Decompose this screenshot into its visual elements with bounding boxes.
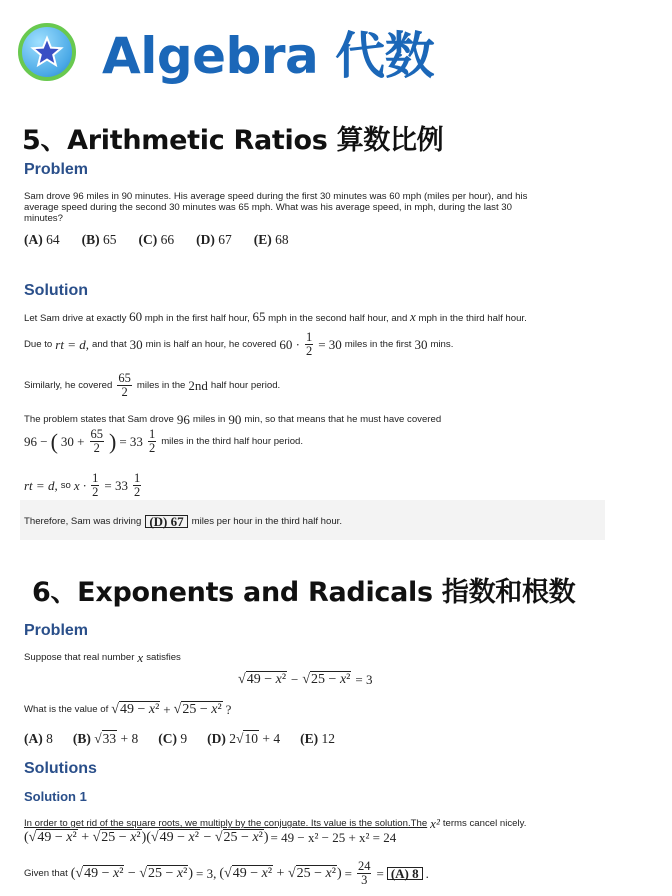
problem-text-line: Suppose that real number x satisfies	[24, 650, 181, 665]
solution-line: Similarly, he covered $\frac{65}{2}$ miles in the 2nd half hour period.	[24, 371, 281, 399]
solution-line: (√49 − x² + √25 − x²)(√49 − x² − √25 − x²) = 49 − x² − 25 + x² = 24	[24, 830, 397, 845]
problem-heading: Problem	[24, 622, 89, 639]
option-c[interactable]: (C) 66	[138, 232, 175, 247]
solution-1-heading: Solution 1	[24, 789, 87, 804]
problem-text-line: minutes?	[24, 213, 63, 224]
solution-line: 96 − ( 30 + $\frac{65}{2}$ ) = 33 $\frac{1}{2}$ miles in the third half hour period.	[24, 427, 304, 455]
option-a[interactable]: (A) 8	[24, 731, 53, 746]
solution-conclusion: Therefore, Sam was driving (D) 67 miles per hour in the third half hour.	[24, 514, 342, 529]
problem-text-line: Sam drove 96 miles in 90 minutes. His average speed during the first 30 minutes was 60 mph (miles per hour), and his	[24, 191, 528, 202]
page-header	[18, 12, 434, 92]
option-b[interactable]: (B) √33 + 8	[72, 731, 139, 746]
fraction: $\frac{1}{2}$	[92, 471, 99, 499]
fraction: $\frac{1}{2}$	[305, 330, 313, 358]
page-title: Algebra 代数	[102, 27, 435, 85]
solution-line: In order to get rid of the square roots, we multiply by the conjugate. Its value is the solution.The x² terms cancel nicely.	[24, 816, 527, 831]
option-e[interactable]: (E) 12	[300, 731, 335, 746]
answer-box: (D) 67	[145, 515, 187, 528]
fraction: $\frac{24}{3}$	[357, 859, 371, 887]
fraction: $\frac{65}{2}$	[118, 371, 131, 399]
answer-options	[24, 731, 335, 747]
solutions-heading: Solutions	[24, 760, 97, 777]
problem-equation: √49 − x² − √25 − x² = 3	[238, 672, 373, 687]
option-d[interactable]: (D) 67	[196, 232, 232, 247]
solution-line: Due to rt = d, and that 30 min is half an hour, he covered 60 · $\frac{1}{2}$ = 30 miles in the first 30 mins.	[24, 330, 454, 358]
problem-text-line: average speed during the second 30 minutes was 65 mph. What was his average speed, in mph, during the last 30	[24, 202, 512, 213]
option-c[interactable]: (C) 9	[158, 731, 188, 746]
solution-line: rt = d, so x · $\frac{1}{2}$ = 33 $\frac{1}{2}$	[24, 471, 141, 499]
solution-heading: Solution	[24, 282, 88, 299]
answer-box: (A) 8	[387, 867, 423, 880]
section-6-title: 6、Exponents and Radicals 指数和根数	[32, 577, 576, 608]
section-5-title: 5、Arithmetic Ratios 算数比例	[22, 125, 444, 156]
option-e[interactable]: (E) 68	[253, 232, 289, 247]
fraction: $\frac{65}{2}$	[90, 427, 104, 455]
fraction: $\frac{1}{2}$	[148, 427, 156, 455]
option-d[interactable]: (D) 2√10 + 4	[207, 731, 281, 746]
problem-question: What is the value of √49 − x² + √25 − x² ?	[24, 702, 232, 717]
answer-options	[24, 232, 289, 248]
option-b[interactable]: (B) 65	[81, 232, 117, 247]
problem-heading: Problem	[24, 161, 89, 178]
fraction: $\frac{1}{2}$	[133, 471, 141, 499]
solution-line: Given that (√49 − x² − √25 − x²) = 3, (√49 − x² + √25 − x²) = $\frac{24}{3}$ = (A) 8 .	[24, 859, 429, 887]
solution-line: Let Sam drive at exactly 60 mph in the first half hour, 65 mph in the second half hour, and x mph in the third half hour.	[24, 309, 527, 324]
star-icon	[18, 23, 76, 81]
solution-line: The problem states that Sam drove 96 miles in 90 min, so that means that he must have covered	[24, 412, 442, 427]
option-a[interactable]: (A) 64	[24, 232, 60, 247]
